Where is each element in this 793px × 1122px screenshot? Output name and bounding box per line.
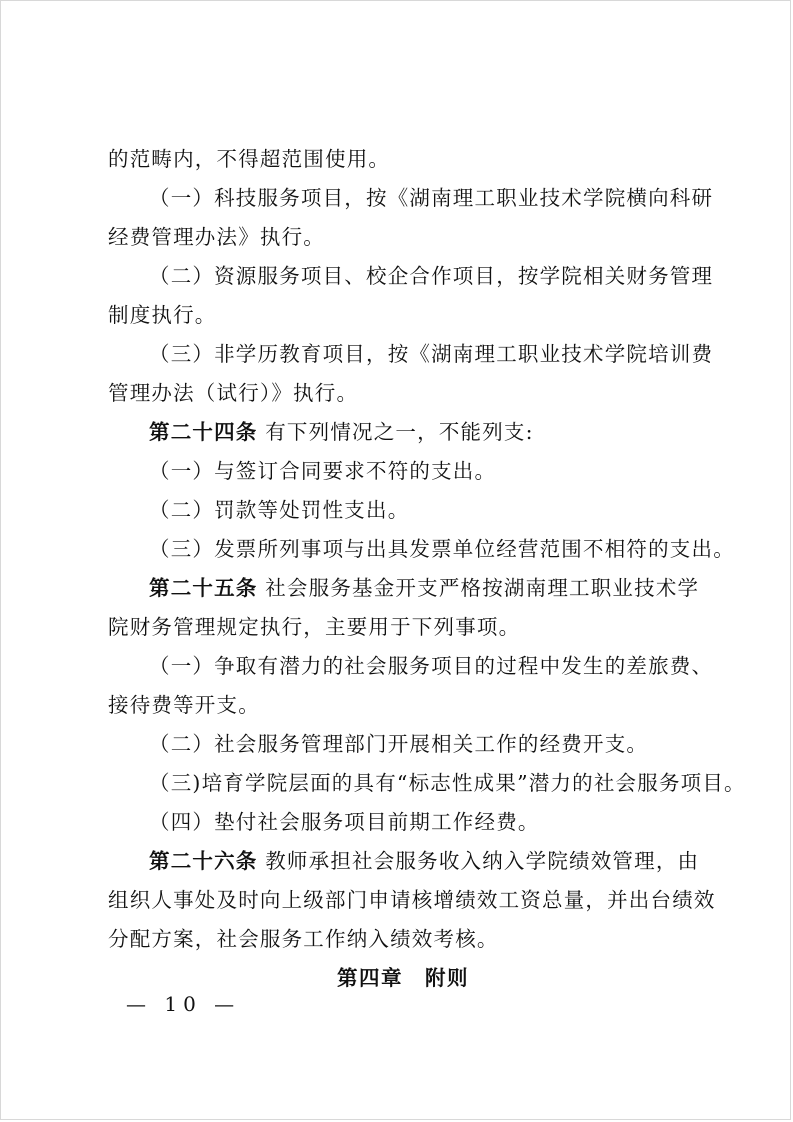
paragraph-line: 接待费等开支。 [108, 693, 260, 717]
article-heading: 第二十四条 [149, 420, 258, 444]
paragraph-line: （三）非学历教育项目，按《湖南理工职业技术学院培训费 [149, 342, 714, 366]
article-text: 教师承担社会服务收入纳入学院绩效管理，由 [257, 849, 700, 873]
list-item: （四）垫付社会服务项目前期工作经费。 [149, 810, 540, 834]
article-25 [108, 569, 698, 608]
chapter-title: 第四章 附则 [337, 966, 469, 990]
list-item: （二）社会服务管理部门开展相关工作的经费开支。 [149, 732, 649, 756]
paragraph-line: （一）科技服务项目，按《湖南理工职业技术学院横向科研 [149, 186, 714, 210]
article-heading: 第二十六条 [149, 849, 258, 873]
article-24 [108, 413, 698, 452]
article-26 [108, 842, 698, 881]
article-heading: 第二十五条 [149, 576, 258, 600]
paragraph-line: 院财务管理规定执行，主要用于下列事项。 [108, 615, 521, 639]
paragraph-line: （二）资源服务项目、校企合作项目，按学院相关财务管理 [149, 264, 714, 288]
list-item: （一）与签订合同要求不符的支出。 [149, 459, 497, 483]
paragraph-line: 经费管理办法》执行。 [108, 225, 325, 249]
document-body [108, 140, 746, 998]
article-text: 有下列情况之一，不能列支: [257, 420, 534, 444]
article-text: 社会服务基金开支严格按湖南理工职业技术学 [257, 576, 700, 600]
paragraph-line: 组织人事处及时向上级部门申请核增绩效工资总量，并出台绩效 [108, 888, 716, 912]
page-number: — 10 — [126, 992, 241, 1016]
list-item: （三）发票所列事项与出具发票单位经营范围不相符的支出。 [149, 537, 735, 561]
paragraph-line: 的范畴内，不得超范围使用。 [108, 147, 391, 171]
paragraph-line: 制度执行。 [108, 303, 217, 327]
list-item: （一）争取有潜力的社会服务项目的过程中发生的差旅费、 [149, 654, 714, 678]
paragraph-line: 分配方案，社会服务工作纳入绩效考核。 [108, 927, 499, 951]
list-item: （三)培育学院层面的具有“标志性成果”潜力的社会服务项目。 [149, 771, 746, 795]
list-item: （二）罚款等处罚性支出。 [149, 498, 410, 522]
paragraph-line: 管理办法（试行）》执行。 [108, 381, 359, 405]
